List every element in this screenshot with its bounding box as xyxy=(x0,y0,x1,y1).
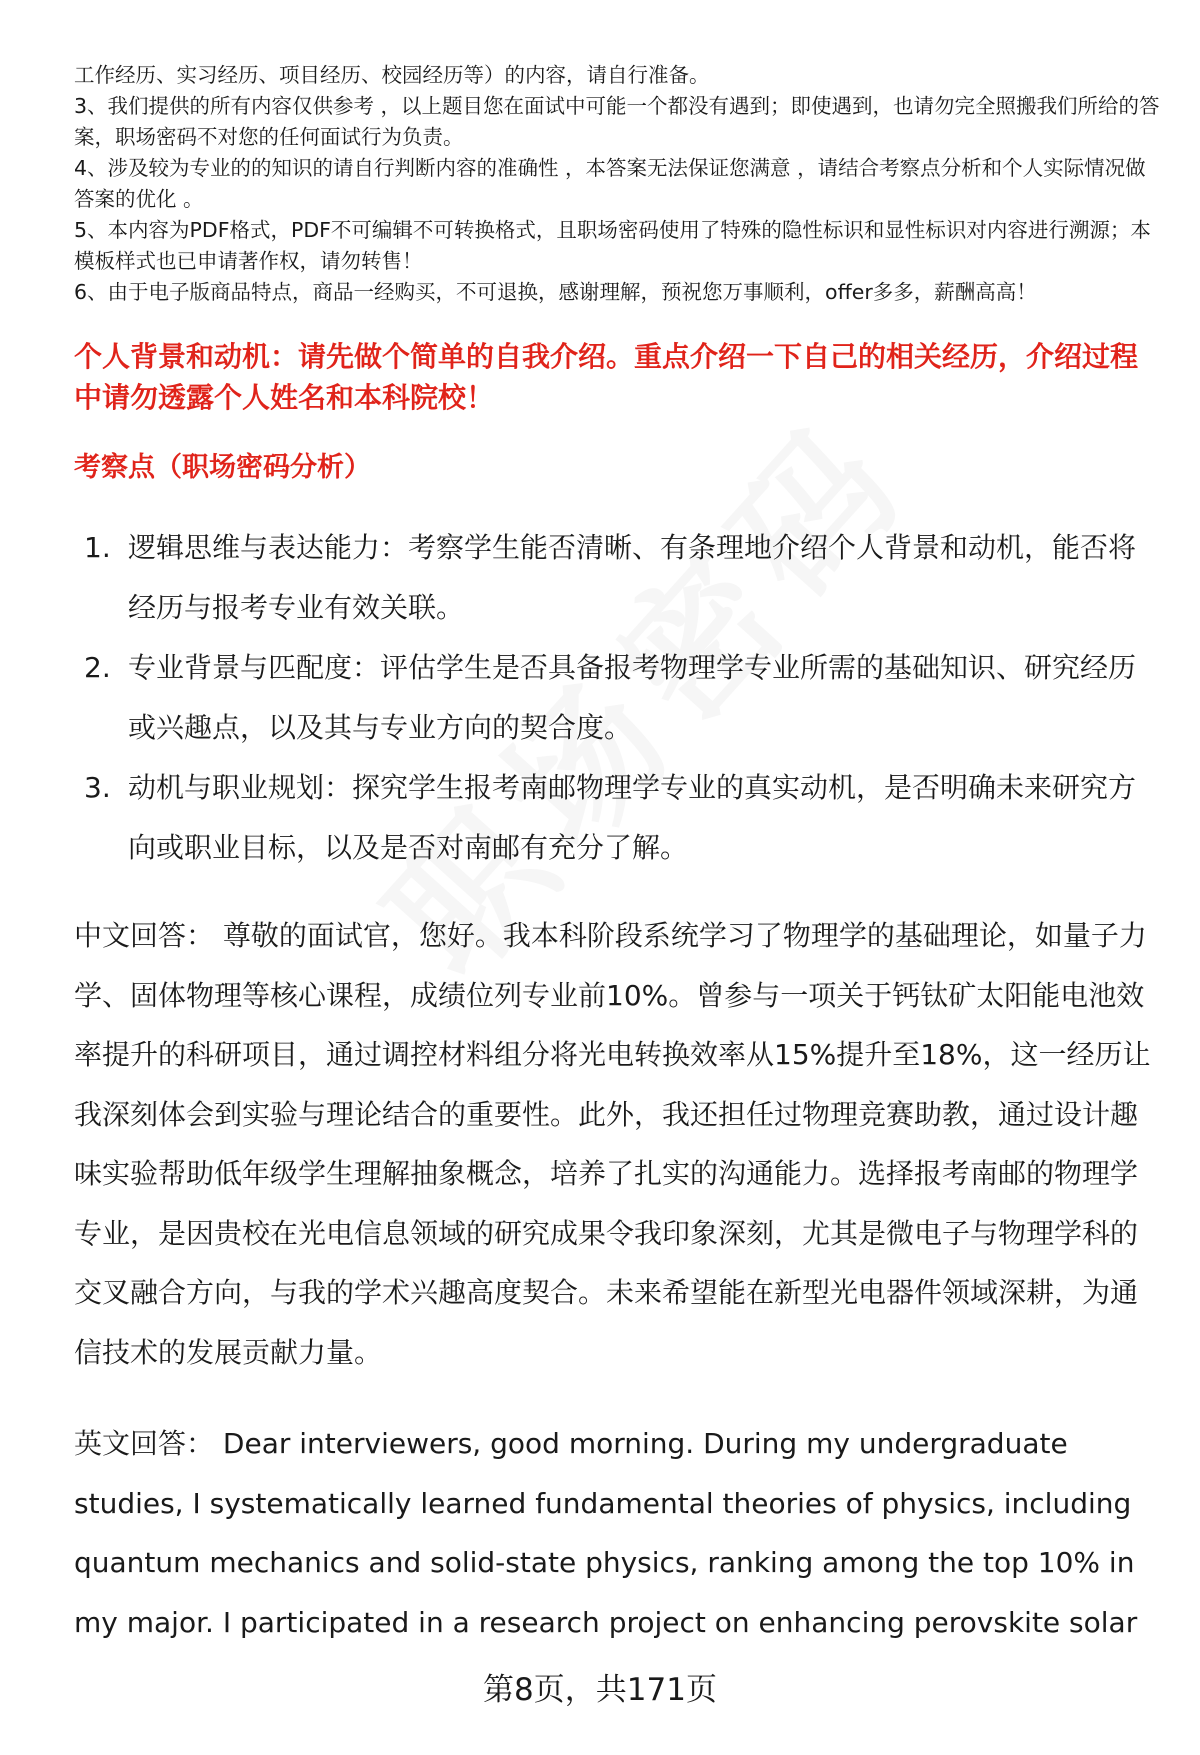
note-line: 3、我们提供的所有内容仅供参考 ，以上题目您在面试中可能一个都没有遇到；即使遇到，也请勿完全照搬我们所给的答案，职场密码不对您的任何面试行为负责。 xyxy=(74,94,1160,149)
analysis-title: 考察点（职场密码分析） xyxy=(74,452,371,483)
point-text: 专业背景与匹配度：评估学生是否具备报考物理学专业所需的基础知识、研究经历或兴趣点，以及其与专业方向的契合度。 xyxy=(128,651,1137,744)
chinese-answer: 中文回答： 尊敬的面试官，您好。我本科阶段系统学习了物理学的基础理论，如量子力学、固体物理等核心课程，成绩位列专业前10%。曾参与一项关于钙钛矿太阳能电池效率提升的科研项目，通过调控材料组分将光电转换效率从15%提升至18%，这一经历让我深刻体会到实验与理论结合的重要性。此外，我还担任过物理竞赛助教，通过设计趣味实验帮助低年级学生理解抽象概念，培养了扎实的沟通能力。选择报考南邮的物理学专业，是因贵校在光电信息领域的研究成果令我印象深刻，尤其是微电子与物理学科的交叉融合方向，与我的学术兴趣高度契合。未来希望能在新型光电器件领域深耕，为通信技术的发展贡献力量。 xyxy=(74,919,1151,1369)
point-number: 1. xyxy=(84,531,111,564)
analysis-points-list xyxy=(84,518,1144,878)
english-answer: 英文回答： Dear interviewers, good morning. During my undergraduate studies, I systematically learned fundamental theories of physics, including quantum mechanics and solid-state physics, ranking among the top 10% in my major. I participated in a research project on enhancing perovskite solar xyxy=(74,1427,1138,1639)
analysis-point xyxy=(84,638,1144,758)
note-line: 工作经历、实习经历、项目经历、校园经历等）的内容，请自行准备。 xyxy=(74,63,710,87)
question-title: 个人背景和动机：请先做个简单的自我介绍。重点介绍一下自己的相关经历，介绍过程中请勿透露个人姓名和本科院校！ xyxy=(74,340,1139,414)
point-text: 逻辑思维与表达能力：考察学生能否清晰、有条理地介绍个人背景和动机，能否将经历与报考专业有效关联。 xyxy=(128,531,1137,624)
note-line: 5、本内容为PDF格式，PDF不可编辑不可转换格式，且职场密码使用了特殊的隐性标识和显性标识对内容进行溯源；本模板样式也已申请著作权，请勿转售！ xyxy=(74,218,1151,273)
note-line: 4、涉及较为专业的的知识的请自行判断内容的准确性 ，本答案无法保证您满意 ，请结合考察点分析和个人实际情况做答案的优化 。 xyxy=(74,156,1146,211)
point-number: 3. xyxy=(84,771,111,804)
page-number-footer: 第8页，共171页 xyxy=(483,1672,717,1708)
point-number: 2. xyxy=(84,651,111,684)
analysis-point xyxy=(84,758,1144,878)
notes-block xyxy=(74,60,1164,308)
note-line: 6、由于电子版商品特点，商品一经购买，不可退换，感谢理解，预祝您万事顺利，offer多多，薪酬高高！ xyxy=(74,280,1037,304)
analysis-point xyxy=(84,518,1144,638)
point-text: 动机与职业规划：探究学生报考南邮物理学专业的真实动机，是否明确未来研究方向或职业目标，以及是否对南邮有充分了解。 xyxy=(128,771,1137,864)
